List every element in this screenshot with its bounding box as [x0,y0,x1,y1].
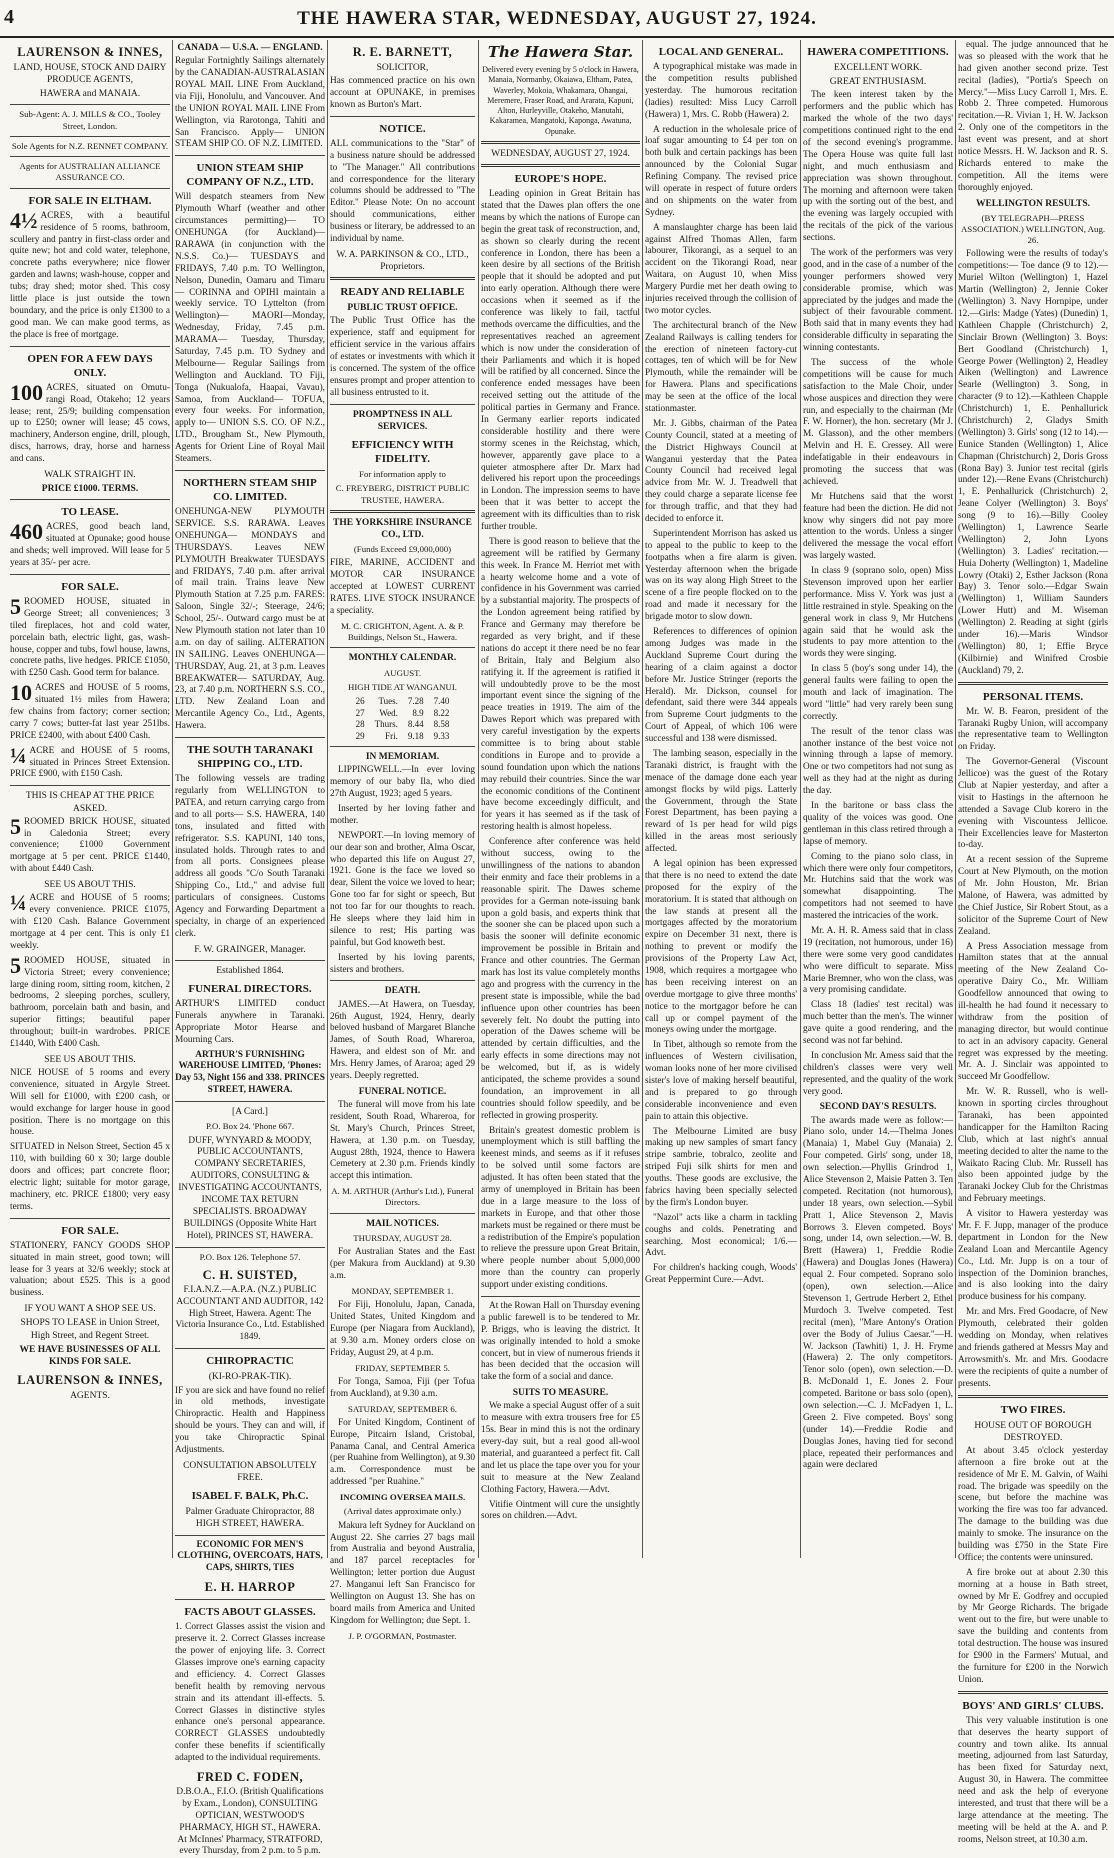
local-item: A reduction in the wholesale price of loaf sugar amounting to £4 per ton on both bulk and certain packings has been announced by the Colonial Sugar Refining Company. The revised price will operate in respect of future orders and on shipments on the water from Sydney. [645,124,797,218]
suisted-text: F.I.A.N.Z.—A.P.A. (N.Z.) PUBLIC ACCOUNTANT AND AUDITOR, 142 High Street, Hawera. Agent: The Victoria Insurance Co., Ltd. Established 1849. [175,1284,325,1343]
heading-for-sale: FOR SALE. [61,580,119,593]
sub-agent: Sub-Agent: A. J. MILLS & CO., Tooley Street, London. [19,109,161,131]
column-rule [327,40,328,1558]
chiropractic-heading: CHIROPRACTIC [206,1355,294,1368]
editorial-dateline: WEDNESDAY, AUGUST 27, 1924. [491,148,630,159]
listing-eltham: 4½ ACRES, with a beautiful residence of 5 rooms, bathroom, scullery and pantry in first-class order and quite new; hot and cold water, telephone, concrete paths everywhere; nice flower garden and lawns; wash-house, copper and tubs; dray shed; motor shed. This cosy little place is just outside the town boundary, and the price is only £1300 to a good man. We can make good terms, as the place is free of mortgage. [10,207,170,340]
paper-title: The Hawera Star. [487,43,634,61]
tide-row: 27 Wed. 8.9 8.22 [355,707,450,718]
sole-agents: Sole Agents for N.Z. RENNET COMPANY. [11,140,169,151]
competition-paragraph: In class 9 (soprano solo, open) Miss Stevenson improved upon her earlier performance. Miss V. York was just a little restrained in style. Speaking on the general work in class 9, Mr Hutchens again said that he would ask the students to pay more attention to the words they were singing. [803,566,954,660]
union-heading: UNION STEAM SHIP COMPANY OF N.Z., LTD. [186,162,314,189]
see-us-about-this-2: SEE US ABOUT THIS. [44,1054,136,1065]
south-taranaki-heading: THE SOUTH TARANAKI SHIPPING CO., LTD. [186,744,314,771]
personal-item: A visitor to Hawera yesterday was Mr. F. F. Jupp, manager of the produce department in London for the New Zealand Loan and Mercantile Agency Co., Ltd. Mr. Jupp is on a tour of inspection of the Dominion branches, and is also looking into the dairy produce business for his company. [958,1209,1108,1303]
consultation-free: CONSULTATION ABSOLUTELY FREE. [183,1460,317,1483]
shops-to-lease: SHOPS TO LEASE in Union Street, High Street, and Regent Street. [20,1318,160,1341]
listing-acre-house: ¼ ACRE and HOUSE of 5 rooms; every convenience. PRICE £1075, with £120 Cash. Balance Government mortgage at 4 per cent. This is only £1 weekly. [10,890,170,951]
column-4-editorial [481,40,640,1558]
facts-glasses-heading: FACTS ABOUT GLASSES. [184,1606,316,1619]
local-item: Mr. J. Gibbs, chairman of the Patea County Council, stated at a meeting of the District Highways Council at Wanganui yesterday that the Patea County Council had received legal advice from Mr. W. J. Treadwell that they could charge a separate license fee for through traffic, and that they had decided to enforce it. [645,418,797,525]
newport-notice: NEWPORT.—In loving memory of our dear son and brother, Alma Oscar, who departed this life on August 27, 1921. Gone is the face we loved so dear, Silent the voice we loved to hear; Gone too far for sight or speech, But not too far for our thoughts to reach. He sleeps where they laid him in silence to rest; His parting was painful, but God knoweth best. [330,830,475,948]
firm-name: LAURENSON & INNES, [17,45,163,59]
column-1-advertisements [10,40,170,1558]
results-list: The awards made were as follow:— Piano solo, under 14.—Thelma Jones (Manaia) 1, Mabel Guy (Manaia) 2. Four competed. Girls' song, under 18, own selection.—Phyllis Grindrod 1, Alice Stevenson 2, Maisie Patten 3. Ten competed. Recitation (not humorous), under 18 years, own selection.—Sybil Pratt 1, Alice Stevenson 2, Mavis Borrows 3. Eleven competed. Boys' song, under 14, own selection.—W. B. Brett (Hawera) 1, Freddie Rodie (Hawera) and Douglas Jones (Hawera) equal 2. Four competed. Soprano solo (open), own selection.—Alice Stevenson 1, Gertrude Herbert 2, Ethel Murdoch 3. Twelve competed. Test recital (men), "Mare Antony's Oration over the Body of Julius Caesar."—H. W. Jackson (Tawhiti) 1, J. H. Fryme (Hawera) 2. The only competitors. Tenor solo (open), own selection.—D. B. McDonald 1, E. Jones 2. Four competed. Baritone or bass solo (open), own selection.—C. J. McFadyen 1, L. Green 2. Five competed. Boys' song (under 14).—Freddie Rodie and Douglas Jones, having tied for second place, repeated their performances and again were declared [803,1115,953,1471]
column-rule [800,40,801,1558]
duff-wynyard-moody: DUFF, WYNYARD & MOODY, PUBLIC ACCOUNTANTS, COMPANY SECRETARIES, AUDITORS, CONSULTING & INVESTIGATING ACCOUNTANTS, INCOME TAX RETURN SPECIALISTS. BROADWAY BUILDINGS (Opposite White Hart Hotel), PRINCES ST, HAWERA. [178,1135,322,1241]
rowan-hall-notice: At the Rowan Hall on Thursday evening a public farewell is to be tendered to Mr. P. Briggs, who is leaving the district. It was originally intended to hold a smoke concert, but in view of numerous friends it has been decided that the occasion will take the form of a social and dance. [481,1301,640,1383]
telegraph-line: (BY TELEGRAPH—PRESS ASSOCIATION.) WELLINGTON, Aug. 26. [960,212,1106,246]
mail-text-4: For United Kingdom, Continent of Europe, Pitcairn Island, Cristobal, Panama Canal, and Central America (per Ruahine from Wellington), at 9.30 a.m. Correspondence must be addressed "per Ruahine." [330,1417,475,1488]
incoming-sub: (Arrival dates approximate only.) [343,1506,462,1517]
walk-straight-in: WALK STRAIGHT IN. [44,469,136,480]
page-number: 4 [4,6,14,28]
incoming-mails: INCOMING OVERSEA MAILS. [339,1492,466,1503]
wellington-text: Following were the results of today's competitions:— Toe dance (9 to 12).—Muriel Wilton (Wellington) 1, Hazel Martin (Wellington) 2, Jennie Coker (Wellington) 3. Navy Hornpipe, under 12.—Girls: Madge (Yates) (Dunedin) 1, Kathleen Chapple (Christchurch) 2, Sinclair Brown (Wellington) 3. Boys: Bert Goodland (Christchurch) 1, George Power (Wellington) 2, Headley Aiken (Wellington) and Lawrence Searle (Wellington) 3. Song, in character (9 to 12).—Kathleen Chapple (Christchurch) 1, E. Penhallurick (Christchurch) 2, Gladys Smith (Wellington) 3. Girls' song (12 to 14).—Eunice Standen (Wellington) 1, Alice Chapman (Christchurch) 2, Doris Gross (Rona Bay) 3. Junior test recital (girls under 12).—Rene Evans (Christchurch) 1, E. Penhallurick (Christchurch) 2, Jeane Colyer (Wellington) 3. Boys' song (9 to 16).—Billy Cooley (Wellington) 1, Lawrence Searle (Wellington) 2, John Lyons (Wellington) 3. Ladies' recitation.—Huia Doherty (Wellington) 1, Madeline Lowry (Otaki) 2, Esther Jackson (Rona Bay) 3. Tenor solo.—Edgar Swain (Wellington) 1, William Saunders (Lower Hutt) and M. Wiseman (Wellington) 2. Reading at sight (girls under 16).—Maris Windsor (Wellington) 80, 1; Effie Bryce (Kilbirnie) and Winifred Crosbie (Auckland) 79, 2. [958,249,1108,676]
chiropractic-pronunciation: (KI-RO-PRAK-TIK). [208,1372,292,1383]
notice-text: ALL communications to the "Star" of a business nature should be addressed to "The Manager." All contributions and correspondence for the literary columns should be addressed to "The Editor." Please Note: On no account should communications, either business or literary, be addressed to an individual by name. [330,138,475,245]
tide-row: 26 Tues. 7.28 7.40 [355,696,450,707]
listing-princes-street: ¼ ACRE and HOUSE of 5 rooms, situated in Princes Street Extension. PRICE £900, with £150 Cash. [10,742,170,780]
great-enthusiasm: GREAT ENTHUSIASM. [829,77,927,88]
local-item: The Melbourne Limited are busy making up new samples of smart fancy stripe sambrie, tobralco, zeolite and striped Fuji silk shirts for men and youths. These goods are exclusive, the fabrics having been specially selected by the firm's London buyer. [645,1126,797,1208]
fire-paragraph: At about 3.45 o'clock yesterday afternoon a fire broke out at the residence of Mr E. M. Galvin, of Waihi road. The brigade was speedily on the scene, but before the machine was working the fire was too far advanced. The damage to the building was due mainly to smoke. The insurance on the building was £750 in the State Fire Office; the contents were uninsured. [958,1445,1108,1563]
competition-paragraph: The keen interest taken by the performers and the public which has marked the whole of the two days' competitions continued right to the end of the second evening's programme. The Opera House was quite full last night, and much enthusiasm and appreciation was shown throughout. The morning and afternoon were taken up with the sorting out of the best, and the evening was largely occupied with the recitals of the pick of the various sections. [803,90,953,244]
personal-item: A Press Association message from Hamilton states that at the annual meeting of the New Zealand Co-operative Dairy Co., Mr. William Goodfellow announced that owing to ill-health he had found it necessary to withdraw from the position of managing director, but would continue to act in an advisory capacity. General regret was expressed by the meeting. Mr. A. J. Sinclair was appointed to succeed Mr Goodfellow. [958,941,1108,1083]
incoming-text: Makura left Sydney for Auckland on August 22. She carries 27 bags mail from Australia and beyond Australia, and 187 parcel receptacles for Wellington; letter portion due August 27. Manganui left San Francisco for Wellington on August 13. She has on board mails from America and United Kingdom for Wellington; due Sept. 1. [330,1520,475,1626]
suisted-name: C. H. SUISTED, [202,1267,298,1282]
local-item: The architectural branch of the New Zealand Railways is calling tenders for the erection of nineteen factory-cut cottages, ten of which will be for New Plymouth, while the remainder will be for Hawera. Plans and specifications may be seen at the office of the local stationmaster. [645,320,797,415]
mail-thursday: THURSDAY, AUGUST 28. [353,1232,452,1243]
competition-paragraph: Mr. A. H. R. Amess said that in class 19 (recitation, not humorous, under 16) there were some very good candidates who were difficult to separate. Miss Marie Bremner, who won the class, was a very promising candidate. [803,925,953,996]
editorial-paragraph: There is good reason to believe that the agreement will be ratified by Germany this week. In France M. Herriot met with a hearty welcome home and a vote of confidence in his Government was carried by a substantial majority. The prospects of the London agreement being ratified by France and Germany may therefore be regarded as very bright, and if these nations do accept it there need be no fear of Britain, Italy and Belgium also ratifying it. If the agreement is ratified it will undoubtedly prove to be the most important event since the signing of the peace treaties in 1919. The aim of the Dawes Report which was prepared with very careful investigation by the experts committee is to bring about stable conditions in Europe and to provide a sound foundation upon which the nations may rebuild their countries. Since the war the economic conditions of the Continent have become exceedingly difficult, and for years it has seemed as if the task of restoring health is almost hopeless. [481,536,640,833]
nazol-ad: "Nazol" acts like a charm in tackling coughs and colds. Penetrating and searching. Most economical; 1/6.—Advt. [645,1212,797,1259]
wellington-results: WELLINGTON RESULTS. [975,198,1091,209]
funeral-directors-heading: FUNERAL DIRECTORS. [188,982,312,995]
firm-description: LAND, HOUSE, STOCK AND DAIRY PRODUCE AGENTS, [13,63,167,86]
boys-girls-clubs-heading: BOYS' AND GIRLS' CLUBS. [962,1699,1104,1712]
arthurs-furnishing: ARTHUR'S FURNISHING WAREHOUSE LIMITED, 'Phones: Day 53, Night 156 and 338. PRINCES STREET, HAWERA. [175,1049,325,1096]
firm-location: HAWERA and MANAIA. [39,89,141,100]
local-general-heading: LOCAL AND GENERAL. [658,46,784,58]
competition-paragraph: The work of the performers was very good, and in the case of a number of the younger performers showed very considerable promise, which was appreciated by the judges and made the subject of their favourable comment. Both said that in many events they had considerable difficulty in separating the winning contestants. [803,247,953,354]
canada-text: Regular Fortnightly Sailings alternately by the CANADIAN-AUSTRALASIAN ROYAL MAIL LINE From Auckland, via Fiji, Honolulu, and Vancouver. And the UNION ROYAL MAIL LINE From Wellington, via Rarotonga, Tahiti and San Francisco. Apply— UNION STEAM SHIP CO. OF N.Z. LIMITED. [175,56,325,150]
personal-item: At a recent session of the Supreme Court at New Plymouth, on the motion of Mr. John Houston, Mr. Brian Malone, of Hawera, was admitted by the Chief Justice, Sir Robert Stout, as a solicitor of the Supreme Court of New Zealand. [958,855,1108,937]
competition-paragraph: The result of the tenor class was another instance of the best voice not winning through a lapse of memory. One or two competitors had not sung as well as they had at the night as during the day. [803,726,953,797]
personal-item: Mr. W. B. Fearon, president of the Taranaki Rugby Union, will accompany the representative team to Wellington on Friday. [958,706,1108,753]
northern-heading: NORTHERN STEAM SHIP CO. LIMITED. [183,476,317,503]
column-3-notices [330,40,475,1641]
heading-to-lease: TO LEASE. [61,506,119,519]
second-day-results: SECOND DAY'S RESULTS. [819,1102,937,1113]
column-rule [172,40,173,1558]
editorial-paragraph: Conference after conference was held without success, owing to the unwillingness of the nations to abandon their enmity and face their problems in a reasonable spirit. The Dawes scheme provides for a German note-issuing bank upon a gold basis, and experts think that the sooner she can be placed upon such a basis the sooner will definite economic improvement be possible in Britain and France and other countries. The German mark has lost its value completely months ago and progress with the currency in the present state is impossible, while the bad influence upon other countries has been severely felt. No doubt the putting into operation of the Dawes scheme will be attended by certain difficulties, and the early effects in some directions may not be welcomed, but if, as is widely anticipated, the scheme provides a sound foundation, an improvement in all countries should follow speedily, and be reflected in growing prosperity. [481,837,640,1121]
po-box-126: P.O. Box 126. Telephone 57. [199,1251,301,1262]
facts-glasses-text: 1. Correct Glasses assist the vision and preserve it. 2. Correct Glasses increase the power of enjoying life. 3. Correct Glasses improve one's earning capacity and efficiency. 4. Correct Glasses benefit health by removing nervous strain and its attendant ill-effects. 5. Correct Glasses in distinctive styles enhance one's personal appearance. CORRECT GLASSES undoubtedly confer these benefits if scientifically adapted to the individual requirements. [175,1622,325,1764]
lippingwell-note: Inserted by her loving father and mother. [330,803,475,826]
results-continued: equal. The judge announced that he was so pleased with the work that he had given another second prize. Test recital (ladies), "Portia's Speech on Mercy."—Miss Lucy Carroll 1, Mrs. E. Robb 2. Three competed. Humorous recitation.—R. Vivian 1, H. W. Jackson 2. Only one of the competitors in the last event was present, and at short notice Messrs. H. W. Jackson and R. S. Richards entered to make the competition. All the items were thoroughly enjoyed. [958,40,1108,193]
listing-460-acres: 460 ACRES, good beach land, situated at Opunake; good house and sheds; well improved. Will lease for 5 years at 35/- per acre. [10,519,170,569]
arthurs-ad: ARTHUR'S LIMITED conduct Funerals anywhere in Taranaki. Appropriate Motor Hearse and Mourning Cars. [175,999,325,1045]
public-trust-text: The Public Trust Office has the experience, staff and equipment for efficient service in the various affairs of estates or investments with which it is concerned. The system of the office ensures prompt and proper attention to all business entrusted to it. [330,316,475,398]
editorial-paragraph: Britain's greatest domestic problem is unemployment which is still baffling the keenest minds, and seems as if it refuses to be solved until some factors are adjusted. It has often been stated that the army of unemployed in Britain has been due in a large measure to the loss of markets in Europe, and that other those markets must be regained or there must be a redistribution of the Empire's population to relieve the pressure upon Great Britain, where people number about 5,000,000 more than the country can properly support under existing conditions. [481,1125,640,1291]
crighton-agent: M. C. CRIGHTON, Agent. A. & P. Buildings, Nelson St., Hawera. [340,620,464,643]
established-1864: Established 1864. [216,965,284,976]
listing-victoria-street: 5 ROOMED HOUSE, situated in Victoria Street; every convenience; large dining room, sitting room, kitchen, 2 bedrooms, 2 sleeping porches, scullery, bathroom, porcelain bath and basin, and superior fittings; beautiful paper throughout; built-in wardrobes. PRICE £1440, With £400 Cash. [10,952,170,1049]
personal-item: The Governor-General (Viscount Jellicoe) was the guest of the Rotary Club at Napier yesterday, and after a visit to Hastings in the afternoon he attended a Savage Club korero in the evening with Viscountess Jellicoe. Their Excellencies leave for Masterton to-day. [958,757,1108,851]
postmaster: J. P. O'GORMAN, Postmaster. [348,1630,457,1641]
notice-heading: NOTICE. [379,122,426,135]
competitions-heading: HAWERA COMPETITIONS. [807,46,949,58]
local-item: In Tibet, although so remote from the influences of Western civilisation, woman looks none of her more civilised sister's love of making herself beautiful, and is prepared to go through considerable inconvenience and even pain to attain this objective. [645,1040,797,1122]
heading-for-sale-2: FOR SALE. [61,1224,119,1237]
solicitor-title: SOLICITOR, [376,63,429,73]
monthly-calendar: MONTHLY CALENDAR. [348,653,457,664]
competition-paragraph: Coming to the piano solo class, in which there were only four competitors, Mr. Hutchins said that the work was somewhat disappointing. The competitors had not seemed to have mastered the intricacies of the work. [803,851,953,922]
suits-heading: SUITS TO MEASURE. [512,1388,609,1399]
columns [0,40,1114,1857]
two-fires-heading: TWO FIRES. [1000,1403,1066,1416]
high-tide-heading: HIGH TIDE AT WANGANUI. [348,681,457,692]
lippingwell-notice: LIPPINGWELL.—In ever loving memory of our baby Ila, who died 27th August, 1923; aged 5 years. [330,765,475,800]
competition-paragraph: The success of the whole competitions will be cause for much satisfaction to the Male Choir, under whose auspices and direction they were run, and especially to the chairman (Mr F. W. Horner), the hon. secretary (Mr J. M. Glasson), and the other members Melvin and H. E. Cressey. All were indefatigable in their endeavours in promoting the success that was achieved. [803,357,953,487]
barnett-text: Has commenced practice on his own account at OPUNAKE, in premises known as Burton's Mart. [330,76,475,110]
balk-name: ISABEL F. BALK, Ph.C. [191,1490,309,1503]
local-item: A typographical mistake was made in the competition results published yesterday. The humorous recitation (ladies) resulted: Miss Lucy Carroll (Hawera) 1, Mrs. C. Robb (Hawera) 2. [645,62,797,120]
james-notice: JAMES.—At Hawera, on Tuesday, 26th August, 1924, Henry, dearly beloved husband of Margaret Blanche James, of South Road, Whareroa, Hawera, and eldest son of Mr. and Mrs. Henry James, of Araroa; aged 29 years. Deeply regretted. [330,999,475,1081]
grainger-signature: F. W. GRAINGER, Manager. [194,944,306,955]
mail-saturday: SATURDAY, SEPTEMBER 6. [347,1403,457,1414]
funeral-notice-heading: FUNERAL NOTICE. [358,1086,447,1097]
yorkshire-heading: THE YORKSHIRE INSURANCE CO., LTD. [332,517,472,541]
competition-paragraph: Mr Hutchens said that the worst feature had been the diction. He did not know why singers did not pay more attention to the words. Unless a singer delivered the message the vocal effort was largely wasted. [803,491,953,562]
harrop-name: E. H. HARROP [204,1580,296,1595]
yorkshire-text: FIRE, MARINE, ACCIDENT and MOTOR CAR INSURANCE accepted at LOWEST CURRENT RATES. LIVE STOCK INSURANCE a speciality. [330,558,475,617]
personal-item: Mr. W. R. Russell, who is well-known in sporting circles throughout Taranaki, has been appointed handicapper for the Hamilton Racing Club, which at last night's annual meeting decided to alter the name to the Waikato Racing Club. Mr. Russell has also been appointed judge by the Taranaki Jockey Club for the Christmas and February meetings. [958,1087,1108,1205]
balk-text: Palmer Graduate Chiropractor, 88 HIGH STREET, HAWERA. [185,1507,315,1530]
calendar-month: AUGUST. [383,667,422,678]
chiropractic-text: IF you are sick and have found no relief in old methods, investigate Chiropractic. Health and Happiness should be yours. They can and will, if you take Chiropractic Spinal Adjustments. [175,1385,325,1455]
parkinson-proprietors: W. A. PARKINSON & CO., LTD., Proprietors. [336,249,469,273]
see-us-about-this: SEE US ABOUT THIS. [44,880,136,891]
newport-note: Inserted by his loving parents, sisters and brothers. [330,952,475,975]
listing-brick-house: 5 ROOMED BRICK HOUSE, situated in Caledonia Street; every convenience; £1000 Government mortgage at 5 per cent. PRICE £1440, with about £440 Cash. [10,813,170,875]
competition-paragraph: In conclusion Mr. Amess said that the children's classes were very well represented, and the quality of the work very good. [803,1050,953,1097]
local-item: The lambing season, especially in the Taranaki district, is fraught with the menace of the damage done each year amongst flocks by wild pigs. Latterly the Government, through the State Forest Department, has been paying a reward of 1s per head for wild pigs killed in the areas most seriously affected. [645,748,797,855]
column-rule [478,40,479,1558]
column-rule [642,40,643,1558]
listing-argyle-street: NICE HOUSE of 5 rooms and every convenience, situated in Argyle Street. Will sell for £1000, with £200 cash, or would exchange for larger house in good position. There is no mortgage on this house. [10,1068,170,1138]
mail-text-3: For Tonga, Samoa, Fiji (per Tofua from Auckland), at 9.30 a.m. [330,1376,475,1399]
listing-10-acres: 10 ACRES and HOUSE of 5 rooms, situated 1½ miles from Hawera; few chains from factory; corner section; carry 7 cows; butter-fat last year 251lbs. PRICE £2400, with about £400 Cash. [10,680,170,741]
newspaper-title: THE HAWERA STAR, WEDNESDAY, AUGUST 27, 1924. [297,8,817,29]
listing-nelson-street: SITUATED in Nelson Street, Section 45 x 110, with building 60 x 30; large double doors and offices; part concrete floor; electric light; suitable for motor garage, machinery, etc. PRICE £1800; very easy terms. [10,1142,170,1212]
foden-name: FRED C. FODEN, [196,1769,304,1784]
editorial-headline: EUROPE'S HOPE. [514,172,607,185]
economic-ad: ECONOMIC FOR MEN'S CLOTHING, OVERCOATS, HATS, CAPS, SHIRTS, TIES [177,1539,323,1574]
competition-paragraph: Class 18 (ladies' test recital) was much better than the men's. The winner gave quite a good rendering, and the second was not far behind. [803,1000,953,1046]
fire-paragraph: A fire broke out at about 2.30 this morning at a house in Bath street, owned by Mr E. Godfrey and occupied by Mr George Richards. The brigade went out to the fire, but were unable to save the building and contents from total destruction. The house was insured for £900 in the Farmers' Mutual, and the furniture for £200 in the Norwich Union. [958,1567,1108,1685]
information-apply: For information apply to [359,469,446,480]
arthur-signature: A. M. ARTHUR (Arthur's Ltd.), Funeral Directors. [331,1186,474,1208]
woods-ad: For children's hacking cough, Woods' Great Peppermint Cure.—Advt. [645,1263,797,1286]
ready-reliable: READY AND RELIABLE [340,286,465,299]
shop-see-us: IF YOU WANT A SHOP SEE US. [24,1304,156,1315]
mail-text-1: For Australian States and the East (per Makura from Auckland) at 9.30 a.m. [330,1247,475,1281]
local-item: A manslaughter charge has been laid against Alfred Thomas Allen, farm labourer, Tikorangi, as a sequel to an accident on the Tikorangi Road, near Waitara, on August 10, when Miss Margery Purdie met her death owing to injuries received through the collision of two motor cycles. [645,222,797,316]
freyberg: C. FREYBERG, DISTRICT PUBLIC TRUSTEE, HAWERA. [335,483,470,505]
column-7-items [958,40,1108,1845]
in-memoriam: IN MEMORIAM. [365,752,440,763]
card-label: [A Card.] [232,1107,268,1118]
competition-paragraph: In the baritone or bass class the quality of the voices was good. One gentleman in this class retired through a lapse of memory. [803,801,953,847]
mail-notices: MAIL NOTICES. [366,1218,439,1229]
tide-row: 28 Thurs. 8.44 8.58 [355,719,450,730]
listing-100-acres: 100 ACRES, situated on Omutu-rangi Road, Otakeho; 12 years lease; rent, 25/9; building compensation up to £250; owner will lease; 45 cows, machinery, Anderson engine, drill, plough, discs, harrows, dray, horse and harness and cans. [10,379,170,465]
column-rule [955,40,956,1558]
clubs-paragraph: This very valuable institution is one that deserves the hearty support of country and town alike. Its annual meeting, adjourned from last Saturday, has been fixed for Saturday next, August 30, in Hawera. The committee need and ask the help of everyone interested, and trust that there will be a large attendance at the meeting. The meeting will be held at the A. and P. rooms, Nelson street, at 10.30 a.m. [958,1715,1108,1845]
po-box-24: P.O. Box 24. 'Phone 667. [205,1121,295,1132]
masthead [0,0,1114,38]
listing-george-street: 5 ROOMED HOUSE, situated in George Street; all conveniences; 3 tiled fireplaces, hot and cold water, porcelain bath, electric light, gas, wash-house, copper and tubs, fowl house, lawns, concrete paths, live hedges. PRICE £1050, with £250 Cash. Good term for balance. [10,594,170,679]
vitifie-ad: Vitifie Ointment will cure the unsightly sores on children.—Advt. [481,1499,640,1522]
local-item: Superintendent Morrison has asked us to appeal to the public to keep to the footpaths when a fire alarm is given. Yesterday afternoon when the brigade was on its way along High Street to the scene of a fire people flocked on to the road and made it necessary for the brigade motor to slow down. [645,528,797,623]
efficiency: EFFICIENCY WITH FIDELITY. [351,439,454,466]
canada-heading: CANADA — U.S.A. — ENGLAND. [177,43,323,53]
south-taranaki-text: The following vessels are trading regularly from WELLINGTON to PATEA, and return carrying cargo from and to all ports— S.S. HAWERA, 140 tons, insulated and fitted with refrigerator. S.S. KAPUNI, 140 tons, insulated holds. Through rates to and from all ports. Consignees please address all goods "C/o South Taranaki Shipping Co., Ltd.," and advise full particulars of consignees. Customs Agency and Forwarding Department a specialty, in charge of an experienced clerk. [175,774,325,939]
cheap-at-price: THIS IS CHEAP AT THE PRICE ASKED. [25,791,155,814]
death-heading: DEATH. [384,986,421,997]
mail-friday: FRIDAY, SEPTEMBER 5. [355,1362,450,1373]
column-6-competitions [803,40,953,1558]
firm-footer: LAURENSON & INNES, [17,1373,163,1388]
excellent-work: EXCELLENT WORK. [833,63,923,74]
heading-open-days: OPEN FOR A FEW DAYS ONLY. [27,352,153,379]
mail-monday: MONDAY, SEPTEMBER 1. [351,1285,454,1296]
funeral-text: The funeral will move from his late resident, South Road, Whareroa, for St. Mary's Church, Princes Street, Hawera, at 1.30 p.m. on Tuesday, August 28th, 1924, thence to Hawera Cemetery at 2.30 p.m. Friends kindly accept this intimation. [330,1100,475,1182]
foden-text: D.B.O.A., F.I.O. (British Qualifications by Exam., London), CONSULTING OPTICIAN, WESTWOOD'S PHARMACY, HIGH ST., HAWERA. At McInnes' Pharmacy, STRATFORD, every Thursday, from 2 p.m. to 5 p.m. [176,1786,324,1857]
personal-items-heading: PERSONAL ITEMS. [982,690,1084,703]
listing-stationery-shop: STATIONERY, FANCY GOODS SHOP situated in main street, good town; will lease for 3 years at 32/6 weekly; stock at valuation; about £525. This is a good business. [10,1240,170,1299]
agents-footer: AGENTS. [70,1391,110,1402]
suits-text: We make a special August offer of a suit to measure with extra trousers free for £5 15s. Bear in mind this is not the ordinary every-day suit, but a real good all-wool material, and guaranteed a perfect fit. Call and let us place the tape over you for your suit to measure at the New Zealand Clothing Factory, Hawera.—Advt. [481,1401,640,1495]
editorial-paragraph: Leading opinion in Great Britain has stated that the Dawes plan offers the one means by which the nations of Europe can begin the great task of reconstruction, and, as shown so clearly during the recent conference in London, there has been a keen desire by all sections of the British people that it should be adopted and put into early operation. Although there were occasions when it seemed as if the conference was likely to fail, tactful methods overcame the difficulties, and the representatives reached an agreement which is now under the consideration of their Parliaments and which it is hoped will be ratified by all concerned. Since the conference ended messages have been received setting out the attitude of the political parties in Germany and France. In Germany earlier reports indicated considerable hostility and there were stormy scenes in the Reichstag, which, however, apparently gave place to a quieter atmosphere after Dr. Marx had delivered his report upon the proceedings in London. The impression seems to have been that it was better to accept the agreement with its difficulties than to risk further trouble. [481,189,640,532]
house-destroyed: HOUSE OUT OF BOROUGH DESTROYED. [974,1420,1092,1443]
northern-text: ONEHUNGA-NEW PLYMOUTH SERVICE. S.S. RARAWA. Leaves ONEHUNGA— MONDAYS and THURSDAYS. Leaves NEW PLYMOUTH Breakwater TUESDAYS and FRIDAYS, 7.40 p.m. after arrival of mail train. Trains leave New Plymouth Station at 7.25 p.m. FARES: Saloon, Single 32/-; Steerage, 24/6; School, 25/-. Outward cargo must be at New Plymouth station not later than 10 a.m. on day of sailing. ALTERATION IN SAILING. Leaves ONEHUNGA— THURSDAY, Aug. 21, at 3 p.m. Leaves BREAKWATER— SATURDAY, Aug. 23, at 7.40 p.m. NORTHERN S.S. CO., LTD. New Zealand Loan and Mercantile Agency Co., Ltd., Agents, Hawera. [175,507,325,732]
businesses-for-sale: WE HAVE BUSINESSES OF ALL KINDS FOR SALE. [19,1344,161,1367]
yorkshire-funds: (Funds Exceed £9,000,000) [353,544,452,555]
agents-for: Agents for AUSTRALIAN ALLIANCE ASSURANCE CO. [19,161,161,183]
local-item: References to differences of opinion among Judges was made in the Auckland Supreme Court during the hearing of a claim against a doctor before Mr. Justice Stringer (reports the Herald). Mr. Dickson, counsel for defendant, said there were 344 appeals from Supreme Court judgments to the Court of Appeal, of which 106 were successful and 138 were dismissed. [645,627,797,745]
tide-row: 29 Fri. 9.18 9.33 [355,730,450,741]
barnett-name: R. E. BARNETT, [352,45,453,59]
mail-text-2: For Fiji, Honolulu, Japan, Canada, United States, United Kingdom and Europe (per Niagara from Auckland), at 9.30 a.m. Money orders close on Friday, August 29, at 4 p.m. [330,1300,475,1358]
price-1000: PRICE £1000. TERMS. [41,484,139,495]
delivery-note: Delivered every evening by 5 o'clock in Hawera, Manaia, Normanby, Okaiawa, Eltham, Patea, Waverley, Mokoia, Whakamara, Ohangai, Meremere, Fraser Road, and Ararata, Kapuni, Alton, Hurleyville, Otakeho, Manutahi, Kakaramea, Mangatoki, Kaponga, Awatuna, Opunake. [482,65,639,136]
competition-paragraph: In class 5 (boy's song under 14), the general faults were failing to open the mouth and lack of imagination. The word "little" had very rarely been sung correctly. [803,664,953,722]
heading-for-sale-eltham: FOR SALE IN ELTHAM. [28,194,152,207]
promptness: PROMPTNESS IN ALL SERVICES. [352,409,453,432]
column-5-local-general [645,40,797,1558]
local-item: A legal opinion has been expressed that there is no need to extend the date proposed for the expiry of the moratorium. It is stated that although on the law stands at present all the mortgages affected by the moratorium expire on December 31 next, there is nothing to prevent or modify the provisions of the Property Law Act, 1908, which requires a mortgagee who has been receiving interest on an overdue mortgage to give three months' notice to the mortgagor before he can call up or compel payment of the moneys owing under the mortgage. [645,858,797,1036]
public-trust-office: PUBLIC TRUST OFFICE. [347,303,458,314]
tide-table [351,696,455,742]
column-2-shipping [175,40,325,1857]
personal-item: Mr. and Mrs. Fred Goodacre, of New Plymouth, celebrated their golden wedding on Monday, when relatives and friends gathered at Messrs May and Arrowsmith's. Mr. and Mrs. Goodacre were the recipients of quite a number of presents. [958,1307,1108,1389]
union-text: Will despatch steamers from New Plymouth Wharf (weather and other circumstances permitting)— TO ONEHUNGA (for Auckland)— RARAWA (in conjunction with the N.S.S. Co.)— TUESDAYS and FRIDAYS, 7.40 p.m. TO Wellington, Nelson, Dunedin, Oamaru and Timaru— CORINNA and OPIHI maintain a weekly service. TO Lyttelton (from Wellington)— MAORI—Monday, Wednesday, Friday, 7.45 p.m. MARAMA— Tuesday, Thursday, Saturday, 7.45 p.m. TO Sydney and Melbourne— Regular Sailings from Wellington and Auckland. TO Fiji, Tonga (Nukualofa, Haapai, Vavau), Samoa, from Auckland— TOFUA, every four weeks. For information, apply to— UNION S.S. CO. OF N.Z., LTD., Brougham St., New Plymouth, Agents for Orient Line of Royal Mail Steamers. [175,192,325,465]
